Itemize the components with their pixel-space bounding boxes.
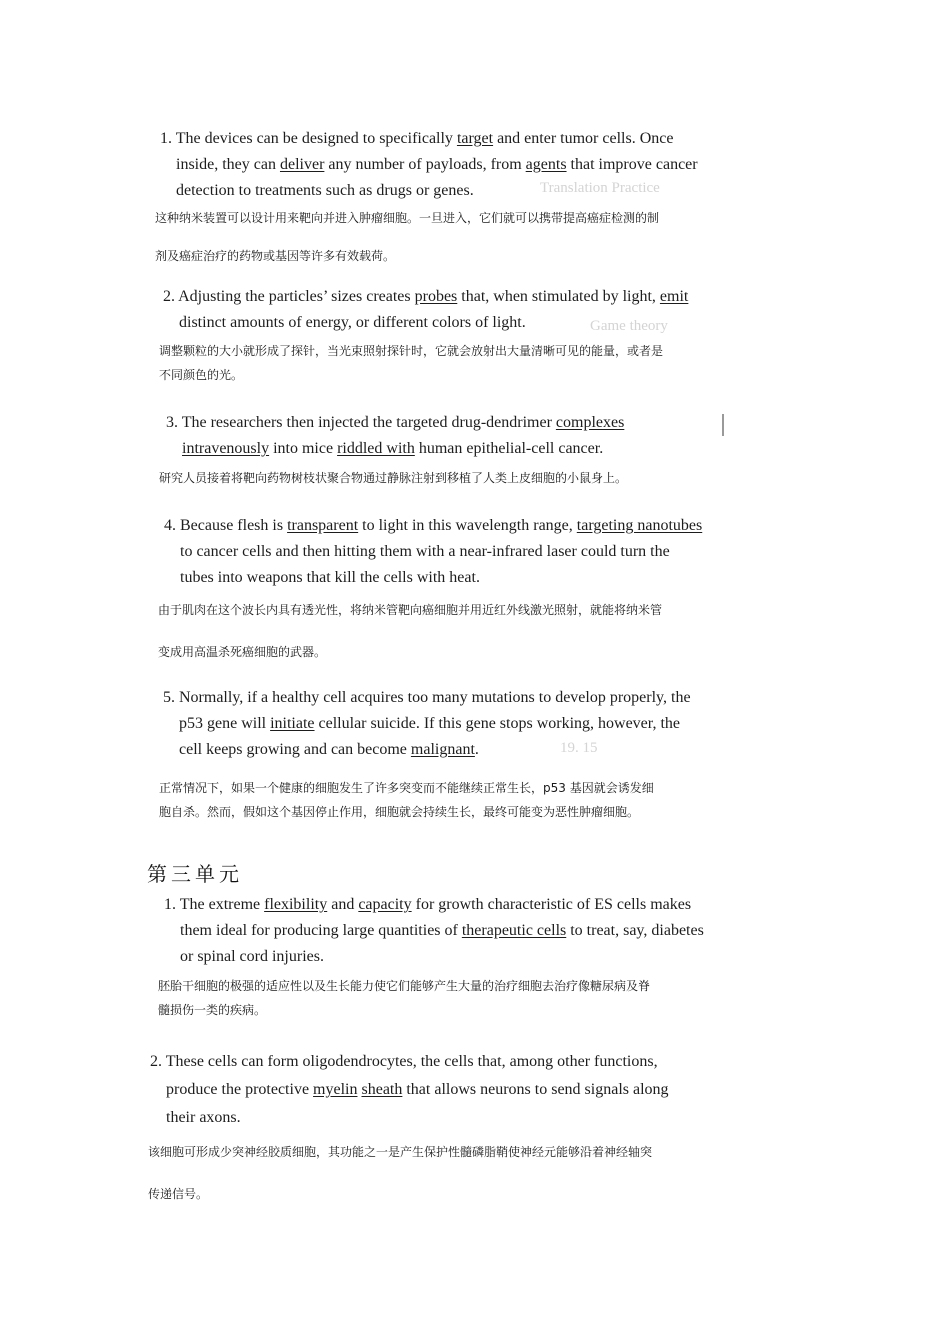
section-heading: 第三单元	[147, 862, 243, 886]
translation-line: 胞自杀。然而，假如这个基因停止作用，细胞就会持续生长，最终可能变为恶性肿瘤细胞。	[159, 805, 640, 819]
paragraph-line	[163, 737, 695, 763]
paragraph-line	[163, 711, 695, 737]
underlined-term: capacity	[358, 896, 412, 913]
paragraph-line	[166, 410, 696, 436]
underlined-term: agents	[525, 156, 567, 173]
english-paragraph	[160, 126, 712, 204]
text-run: and	[327, 896, 359, 913]
paragraph-line	[166, 436, 696, 462]
underlined-term: malignant	[410, 741, 475, 758]
text-run: or spinal cord injuries.	[180, 948, 324, 965]
text-run: into mice	[269, 440, 338, 457]
text-run: 5. Normally, if a healthy cell acquires too many mutations to develop properly, the	[163, 689, 691, 706]
underlined-term: flexibility	[264, 896, 328, 913]
text-run: .	[474, 741, 479, 758]
paragraph-line	[160, 178, 712, 204]
text-run: any number of payloads, from	[324, 156, 526, 173]
text-run: distinct amounts of energy, or different colors of light.	[179, 314, 526, 331]
translation-line: 调整颗粒的大小就形成了探针，当光束照射探针时，它就会放射出大量清晰可见的能量，或者是	[159, 344, 664, 358]
translation-line: 不同颜色的光。	[159, 368, 244, 382]
text-run: 2. Adjusting the particles’ sizes creates	[163, 288, 415, 305]
underlined-term: deliver	[279, 156, 325, 173]
text-run: for growth characteristic of ES cells makes	[411, 896, 692, 913]
text-run: 1. The extreme	[164, 896, 265, 913]
english-paragraph	[164, 892, 707, 970]
text-run: cellular suicide. If this gene stops working, however, the	[314, 715, 681, 732]
english-paragraph	[166, 410, 696, 462]
paragraph-line	[160, 152, 712, 178]
paragraph-line	[164, 539, 694, 565]
chinese-translation	[159, 466, 627, 490]
english-paragraph	[164, 513, 703, 591]
translation-line: 正常情况下，如果一个健康的细胞发生了许多突变而不能继续正常生长，p53 基因就会诱发细	[159, 781, 654, 795]
paragraph-line	[164, 892, 707, 918]
underlined-term: therapeutic cells	[461, 922, 567, 939]
translation-line: 研究人员接着将靶向药物树枝状聚合物通过静脉注射到移植了人类上皮细胞的小鼠身上。	[159, 471, 628, 485]
scan-bleed-through: Game theory	[590, 318, 668, 334]
text-run: cell keeps growing and can become	[179, 741, 411, 758]
translation-line: 传递信号。	[148, 1187, 209, 1201]
translation-line: 这种纳米装置可以设计用来靶向并进入肿瘤细胞。一旦进入，它们就可以携带提高癌症检测的制	[155, 211, 660, 225]
text-run: to cancer cells and then hitting them with a near-infrared laser could turn the	[180, 543, 670, 560]
underlined-term: intravenously	[182, 440, 270, 457]
text-run: them ideal for producing large quantities of	[180, 922, 462, 939]
text-run: tubes into weapons that kill the cells with heat.	[180, 569, 480, 586]
underlined-term: complexes	[555, 414, 625, 431]
text-run: p53 gene will	[179, 715, 271, 732]
text-run: 4. Because flesh is	[164, 517, 288, 534]
text-run: human epithelial-cell cancer.	[414, 440, 604, 457]
text-run: detection to treatments such as drugs or genes.	[176, 182, 474, 199]
chinese-translation	[159, 776, 654, 824]
paragraph-line	[164, 565, 694, 591]
text-run: that improve cancer	[566, 156, 698, 173]
underlined-term: emit	[659, 288, 689, 305]
paragraph-line	[163, 685, 695, 711]
paragraph-line	[150, 1048, 703, 1076]
text-run: inside, they can	[176, 156, 280, 173]
underlined-term: riddled with	[337, 440, 415, 457]
text-run: to treat, say, diabetes	[566, 922, 704, 939]
english-paragraph	[150, 1048, 703, 1132]
scan-bleed-through: Translation Practice	[540, 180, 660, 196]
chinese-translation	[158, 598, 662, 664]
underlined-term: initiate	[270, 715, 315, 732]
text-run: 3. The researchers then injected the targeted drug-dendrimer	[166, 414, 556, 431]
translation-line: 由于肌肉在这个波长内具有透光性，将纳米管靶向癌细胞并用近红外线激光照射，就能将纳米管	[158, 603, 663, 617]
translation-line: 该细胞可形成少突神经胶质细胞，其功能之一是产生保护性髓磷脂鞘使神经元能够沿着神经轴突	[148, 1145, 653, 1159]
paragraph-line	[163, 284, 694, 310]
underlined-term: probes	[414, 288, 458, 305]
underlined-term: myelin	[313, 1081, 358, 1098]
translation-line: 剂及癌症治疗的药物或基因等许多有效载荷。	[155, 249, 396, 263]
paragraph-line	[160, 126, 712, 152]
text-run: and enter tumor cells. Once	[493, 130, 674, 147]
translation-line: 髓损伤一类的疾病。	[158, 1003, 267, 1017]
text-run: that, when stimulated by light,	[457, 288, 660, 305]
english-paragraph	[163, 284, 694, 336]
paragraph-line	[164, 918, 707, 944]
text-run: produce the protective	[166, 1081, 314, 1098]
paragraph-line	[150, 1104, 703, 1132]
text-run: to light in this wavelength range,	[358, 517, 577, 534]
text-run: that allows neurons to send signals along	[402, 1081, 669, 1098]
underlined-term: transparent	[287, 517, 359, 534]
english-paragraph	[163, 685, 695, 763]
chinese-translation	[148, 1140, 652, 1206]
underlined-term: target	[456, 130, 494, 147]
scan-edge-mark	[722, 414, 724, 436]
translation-line: 胚胎干细胞的极强的适应性以及生长能力使它们能够产生大量的治疗细胞去治疗像糖尿病及脊	[158, 979, 651, 993]
paragraph-line	[164, 513, 703, 539]
text-run: 1. The devices can be designed to specifically	[160, 130, 457, 147]
paragraph-line	[150, 1076, 703, 1104]
chinese-translation	[158, 974, 650, 1022]
text-run: their axons.	[166, 1109, 241, 1126]
chinese-translation	[155, 206, 659, 268]
text-run: 2. These cells can form oligodendrocytes, the cells that, among other functions,	[150, 1053, 658, 1070]
paragraph-line	[163, 310, 694, 336]
chinese-translation	[159, 339, 663, 387]
scan-bleed-through: 19. 15	[560, 740, 598, 756]
translation-line: 变成用高温杀死癌细胞的武器。	[158, 645, 327, 659]
underlined-term: targeting nanotubes	[576, 517, 703, 534]
paragraph-line	[164, 944, 707, 970]
underlined-term: sheath	[361, 1081, 403, 1098]
